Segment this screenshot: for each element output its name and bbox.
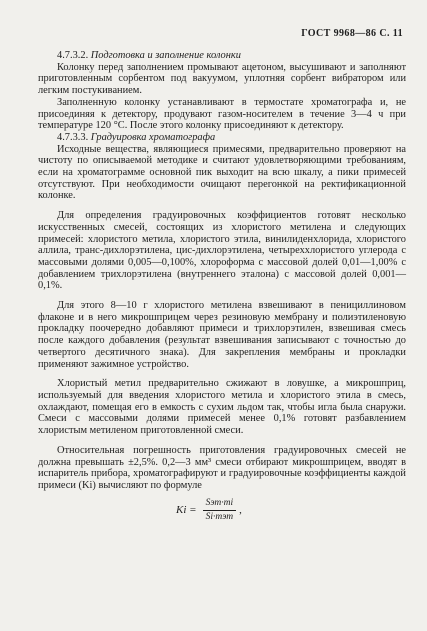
formula [176,498,406,524]
page-content [38,50,406,524]
section-number: 4.7.3.2. [57,50,89,61]
paragraph: Относительная погрешность приготовления градуировочных смесей не должна превышать ±2,5%. 0,2—3 мм³ смеси отбирают микрошприцем, вводят в испаритель прибора, хроматографируют и градуировочные коэффициенты каждой примеси (Ki) вычисляют по формуле [38,444,406,491]
paragraph: Для определения градуировочных коэффициентов готовят несколько искусственных смесей, состоящих из хлористого метилена и следующих примесей: хлористого метила, хлористого этила, винилиденхлорида, хлористого аллила, транс-дихлорэтилена, цис-дихлорэтилена, четыреххлористого углерода с массовыми долями 0,005—0,100%, хлороформа с массовой долей 0,01—1,00% с добавлением трихлорэтилена (внутреннего эталона) с массовой долей 0,001—0,1%. [38,210,406,292]
paragraph: Для этого 8—10 г хлористого метилена взвешивают в пенициллиновом флаконе и в него микрошприцем через резиновую мембрану и полиэтиленовую прокладку поочередно добавляют примеси и трихлорэтилен, взвешивая смесь после каждого добавления (результат взвешивания записывают с точностью до четвертого десятичного знака). Для закрепления мембраны и прокладки применяют зажимное устройство. [38,300,406,370]
paragraph: Хлористый метил предварительно сжижают в ловушке, а микрошприц, используемый для введения хлористого метила и хлористого этила в смесь, охлаждают, помещая его в емкость с сухим льдом так, чтобы игла была снаружи. Смеси с массовыми долями примесей менее 0,1% готовят разбавлением хлористым метиленом приготовленной смеси. [38,378,406,437]
spacer [38,370,406,378]
spacer [38,292,406,300]
section-title: Градуировка хроматографа [90,131,216,143]
paragraph: Заполненную колонку устанавливают в термостате хроматографа и, не присоединяя к детектору, продувают газом-носителем в течение 3—4 ч при температуре 120 °С. После этого колонку присоединяют к детектору. [38,96,406,132]
formula-denominator: Si·mэт [205,512,234,523]
formula-fraction [203,498,237,524]
formula-numerator: Sэт·mi [203,498,237,512]
spacer [38,437,406,445]
section-number: 4.7.3.3. [57,131,89,143]
section-heading-4733 [38,132,406,144]
spacer [38,202,406,210]
paragraph: Колонку перед заполнением промывают ацетоном, высушивают и заполняют приготовленным сорбентом под вакуумом, уплотняя сорбент вибратором или легким постукиванием. [38,61,406,97]
paragraph: Исходные вещества, являющиеся примесями, предварительно проверяют на чистоту по описываемой методике и считают удовлетворяющими требованиям, если на хроматограмме основной пик выходит на всю шкалу, а пики примесей отсутствуют. При необходимости очищают перегонкой на ректификационной колонке. [38,143,406,202]
page-header: ГОСТ 9968—86 С. 11 [301,28,403,39]
formula-tail: , [239,503,242,516]
section-heading-4732 [38,50,406,62]
section-title: Подготовка и заполнение колонки [90,50,241,61]
formula-lhs: Ki = [176,503,197,516]
